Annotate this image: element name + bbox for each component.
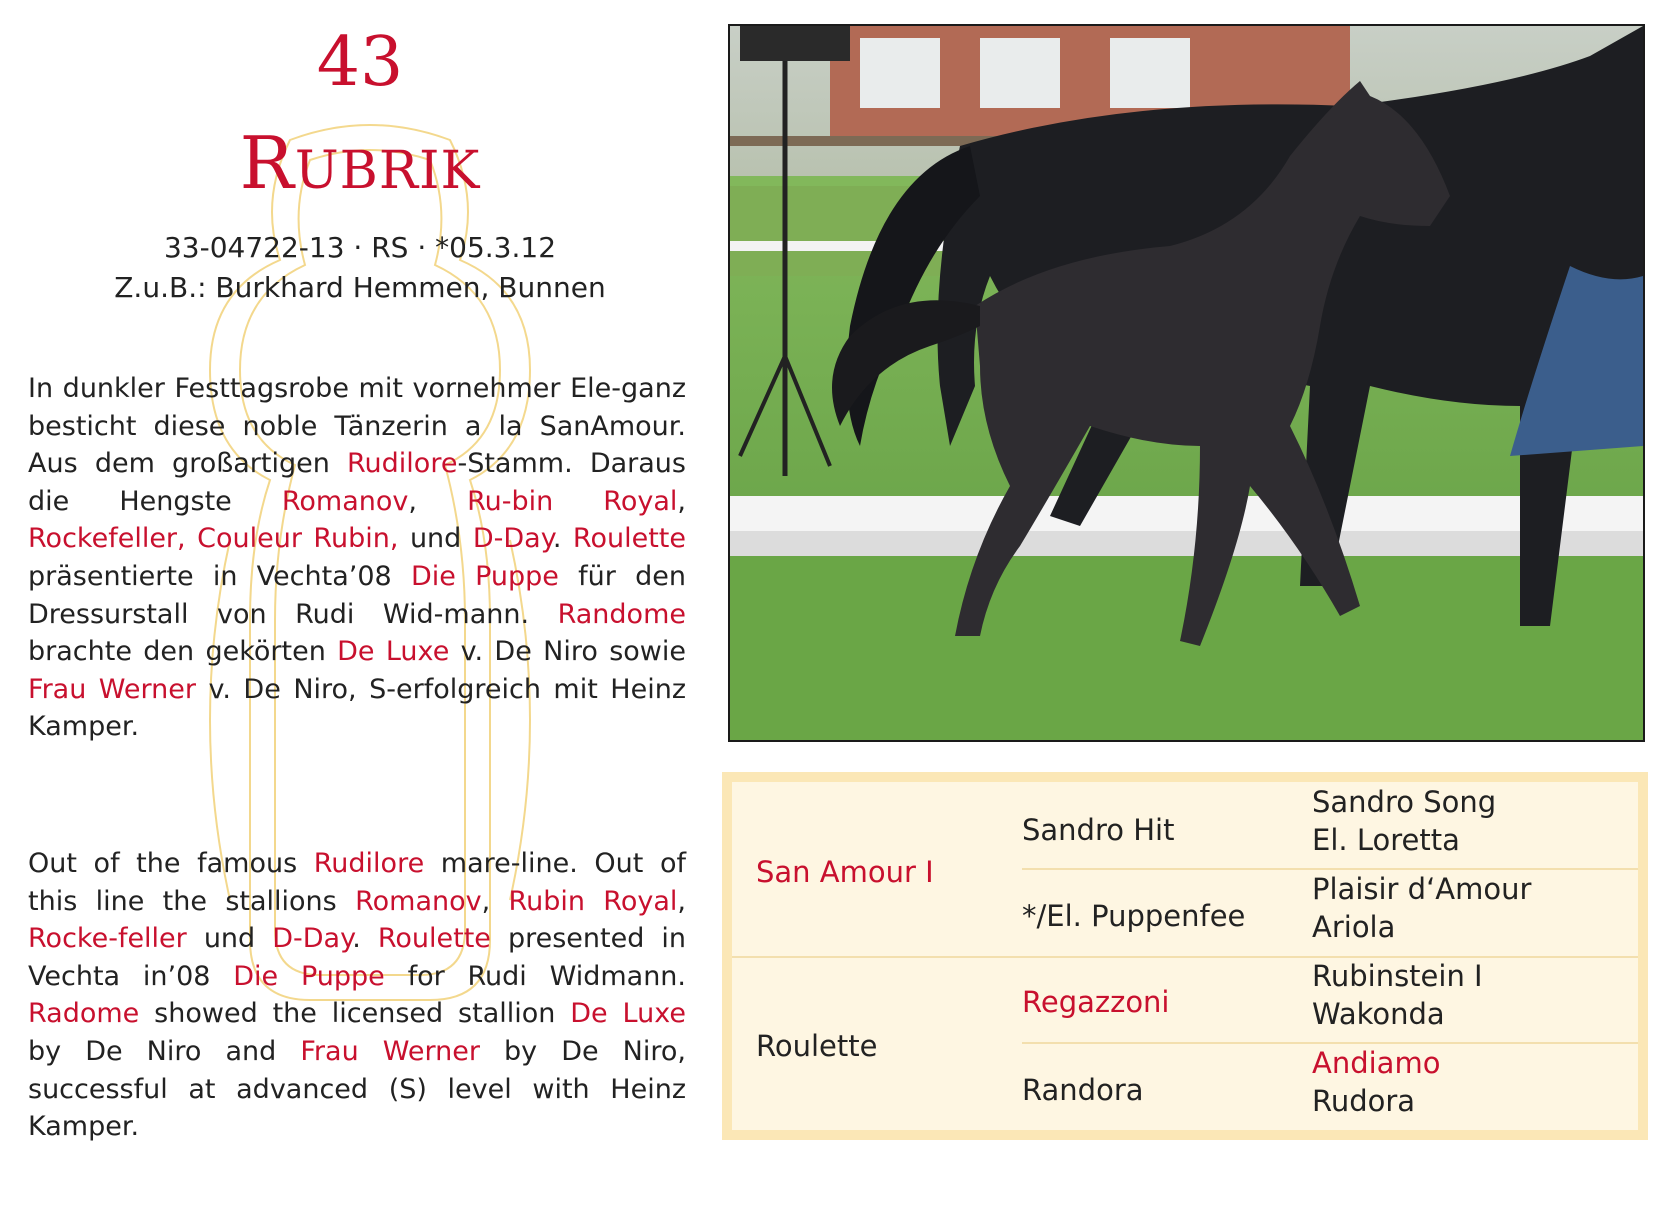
text-run: ,: [677, 885, 686, 917]
highlighted-name: De Luxe: [337, 636, 450, 668]
text-run: v. De Niro sowie: [449, 636, 686, 668]
highlighted-name: Romanov: [281, 485, 409, 517]
text-run: und: [398, 523, 473, 555]
left-column: [0, 0, 720, 1221]
horse-name-initial: R: [239, 121, 295, 205]
highlighted-name: Randome: [557, 598, 686, 630]
highlighted-name: Rudilore: [313, 848, 425, 879]
text-run: v. De Niro, S-erfolgreich mit Heinz Kamper.: [28, 673, 687, 743]
pedigree-divider-main: [732, 956, 1638, 958]
pedigree-dd-dam: Rudora: [1312, 1084, 1416, 1118]
text-run: for Rudi Widmann.: [384, 960, 686, 992]
text-run: .: [352, 923, 378, 955]
highlighted-name: Die Puppe: [233, 960, 385, 992]
text-run: brachte den gekörten: [28, 636, 338, 668]
highlighted-name: Rudilore: [347, 448, 458, 480]
highlighted-name: Frau Werner: [300, 1035, 480, 1067]
description-german: [28, 370, 686, 746]
highlighted-name: D-Day: [272, 923, 353, 955]
pedigree-dam: Roulette: [756, 1029, 878, 1063]
pedigree-dd-sire: Andiamo: [1312, 1046, 1441, 1080]
highlighted-name: Roulette: [377, 923, 491, 955]
pedigree-ss-dam: El. Loretta: [1312, 823, 1460, 857]
highlighted-name: Ru-bin Royal: [467, 485, 678, 517]
highlighted-name: Romanov: [355, 885, 482, 917]
pedigree-sire-sire: Sandro Hit: [1022, 813, 1175, 847]
text-run: und: [186, 923, 273, 955]
text-run: -Stamm. Daraus die Hengste: [28, 448, 686, 517]
highlighted-name: Roulette: [572, 523, 686, 555]
pedigree-ss-sire: Sandro Song: [1312, 785, 1497, 819]
breeder-line: Z.u.B.: Burkhard Hemmen, Bunnen: [114, 271, 606, 304]
pedigree-ds-dam: Wakonda: [1312, 997, 1445, 1031]
highlighted-name: De Luxe: [570, 998, 686, 1030]
horse-meta: [0, 228, 720, 308]
text-run: ,: [677, 485, 686, 517]
pedigree-table: [722, 772, 1648, 1140]
pedigree-dam-sire: Regazzoni: [1022, 985, 1170, 1019]
pedigree-ds-sire: Rubinstein I: [1312, 959, 1483, 993]
pedigree-sire: San Amour I: [756, 855, 934, 889]
highlighted-name: D-Day: [472, 523, 553, 555]
horse-name-rest: UBRIK: [294, 141, 481, 201]
text-run: für den Dressurstall von Rudi Wid-mann.: [28, 560, 687, 630]
text-run: Amour. Aus dem großartigen: [28, 410, 686, 480]
text-run: .: [552, 523, 573, 555]
text-run: by De Niro and: [28, 1035, 301, 1067]
text-run: showed the licensed stallion: [139, 998, 571, 1030]
text-run: presented in Vechta in’08: [28, 923, 686, 992]
highlighted-name: Frau Werner: [28, 673, 196, 705]
text-run: by De Niro, successful at advanced (S) level with Heinz Kamper.: [28, 1035, 686, 1143]
horse-photo: [728, 24, 1645, 742]
text-run: In dunkler Festtagsrobe mit vornehmer Ele-: [28, 373, 622, 404]
lot-number: 43: [316, 23, 404, 102]
highlighted-name: Rocke-feller: [28, 923, 187, 955]
text-run: Out of the famous: [28, 848, 314, 879]
pedigree-sire-dam: */El. Puppenfee: [1022, 899, 1246, 933]
pedigree-grid: [732, 782, 1638, 1130]
text-run: mare-line. Out of this line the stallions: [28, 848, 686, 917]
highlighted-name: Radome: [28, 998, 140, 1030]
text-run: ganz besticht diese noble Tänzerin a la San: [28, 373, 686, 442]
mare-and-foal-image: [730, 26, 1643, 740]
highlighted-name: Die Puppe: [410, 560, 559, 592]
registration-line: 33-04722-13 · RS · *05.3.12: [163, 231, 557, 264]
highlighted-name: Rubin Royal: [508, 885, 678, 917]
highlighted-name: Rockefeller, Couleur Rubin,: [28, 523, 399, 555]
description-english: [28, 845, 686, 1146]
pedigree-sd-dam: Ariola: [1312, 910, 1396, 944]
text-run: präsentierte in Vechta’08: [28, 560, 411, 592]
horse-name: [0, 118, 720, 216]
text-run: ,: [408, 485, 468, 517]
text-run: ,: [481, 885, 509, 917]
pedigree-sd-sire: Plaisir d‘Amour: [1312, 872, 1532, 906]
pedigree-dam-dam: Randora: [1022, 1073, 1144, 1107]
